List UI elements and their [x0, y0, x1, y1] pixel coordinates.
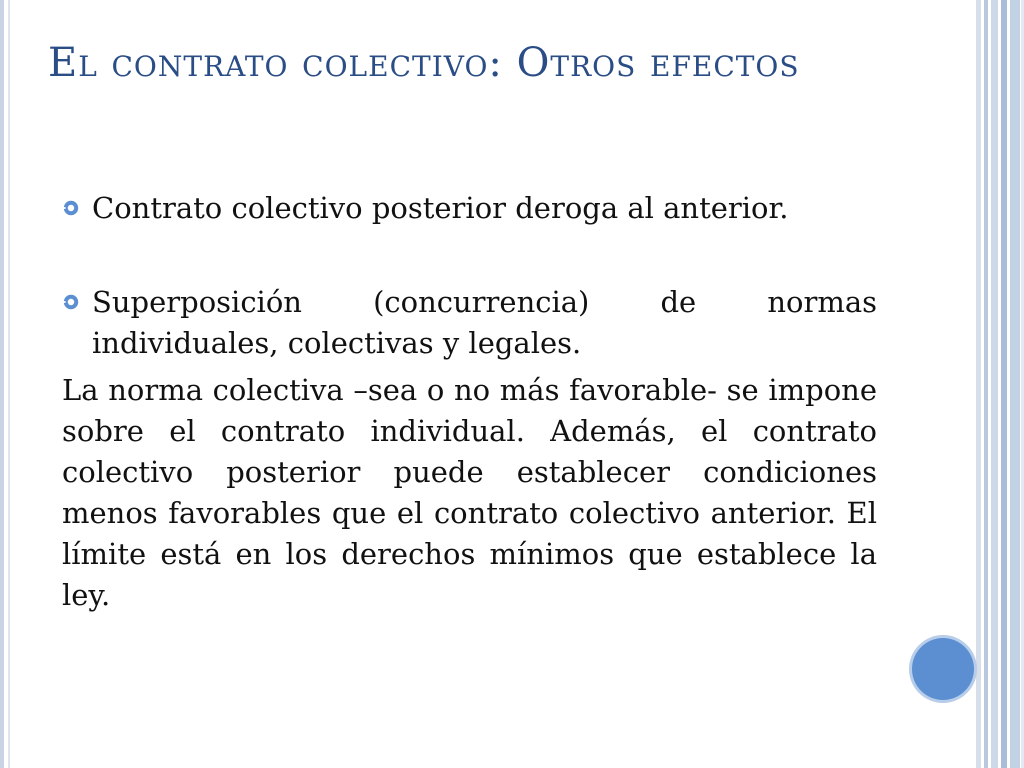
bullet-text: Contrato colectivo posterior deroga al anterior. — [92, 191, 789, 225]
bullet-item-1 — [62, 188, 877, 229]
bullet-item-2 — [62, 282, 877, 364]
left-frame-line-inner — [8, 0, 10, 768]
left-frame-line — [0, 0, 4, 768]
bullet-text: Superposición (concurrencia) de normas individuales, colectivas y legales. — [92, 285, 877, 360]
circle-decoration — [912, 638, 974, 700]
bullet-icon — [62, 199, 80, 217]
right-decorative-stripes — [976, 0, 1024, 768]
body-paragraph: La norma colectiva –sea o no más favorable- se impone sobre el contrato individual. Además, el contrato colectivo posterior puede establecer condiciones menos favorables que el contrato colectivo anterior. El límite está en los derechos mínimos que establece la ley. — [62, 373, 877, 612]
slide-body — [62, 188, 877, 616]
slide-title: El contrato colectivo: Otros efectos — [48, 40, 800, 86]
bullet-icon — [62, 293, 80, 311]
